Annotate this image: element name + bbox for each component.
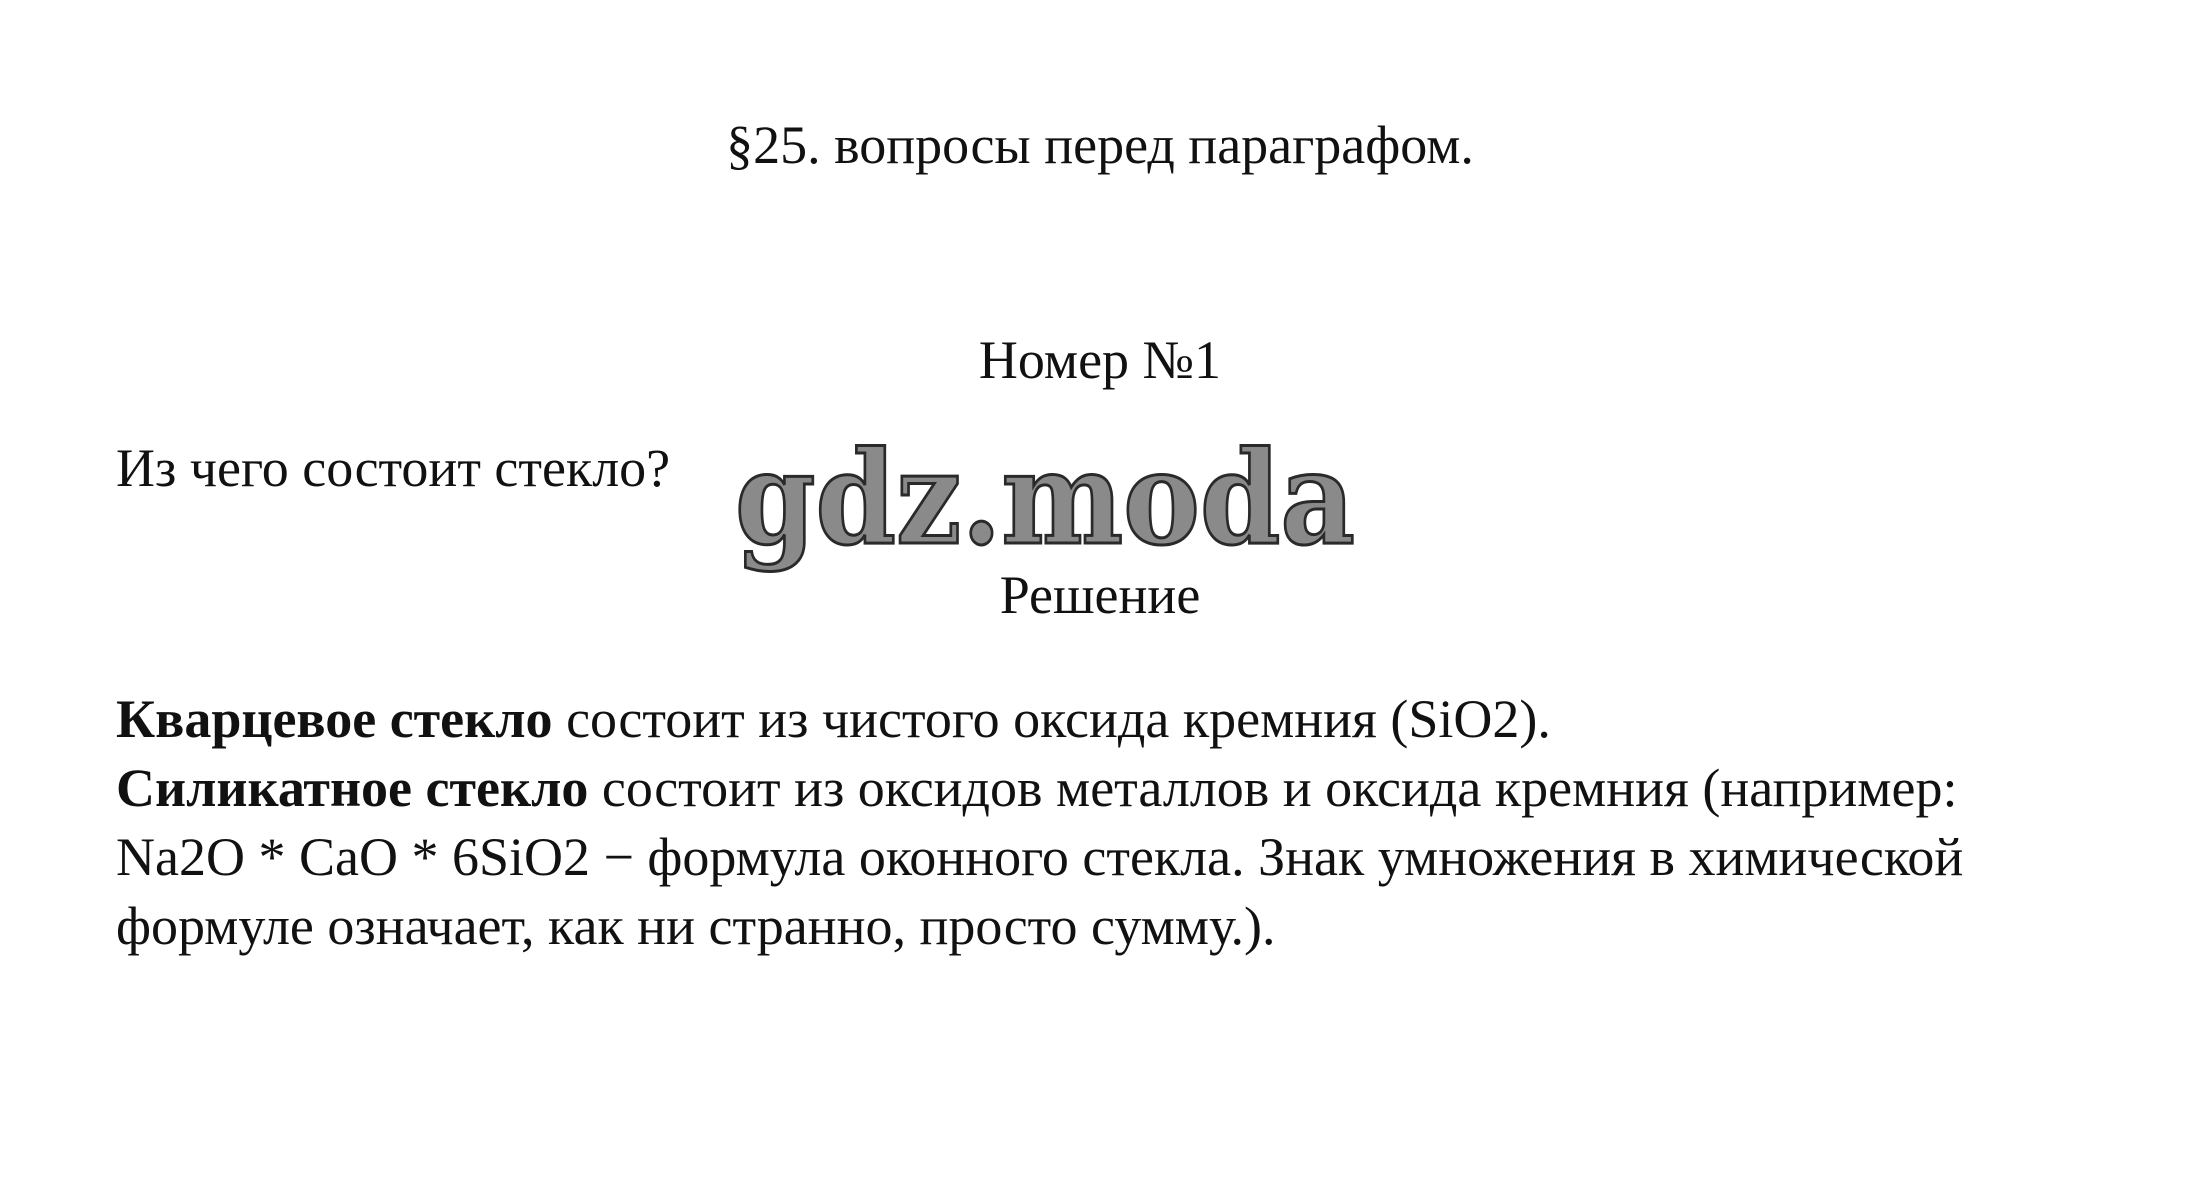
answer-silicate-text: состоит из оксидов металлов и оксида кремния (например: Na2O * CaO * 6SiO2 − формула оконного стекла. Знак умножения в химической формуле означает, как ни странно, просто сумму.). — [116, 758, 1964, 956]
task-number-label: Номер №1 — [978, 330, 1222, 390]
section-heading: §25. вопросы перед параграфом. — [726, 115, 1474, 175]
term-quartz-glass: Кварцевое стекло — [116, 689, 553, 749]
answer-quartz-text: состоит из чистого оксида кремния (SiO2). — [552, 689, 1551, 749]
watermark-text: gdz.moda — [735, 425, 1355, 574]
answer-body — [116, 685, 2096, 961]
answer-paragraph-quartz — [116, 685, 2096, 754]
term-silicate-glass: Силикатное стекло — [116, 758, 589, 818]
solution-label: Решение — [999, 565, 1201, 625]
answer-paragraph-silicate — [116, 754, 2096, 961]
question-text: Из чего состоит стекло? — [116, 438, 671, 498]
